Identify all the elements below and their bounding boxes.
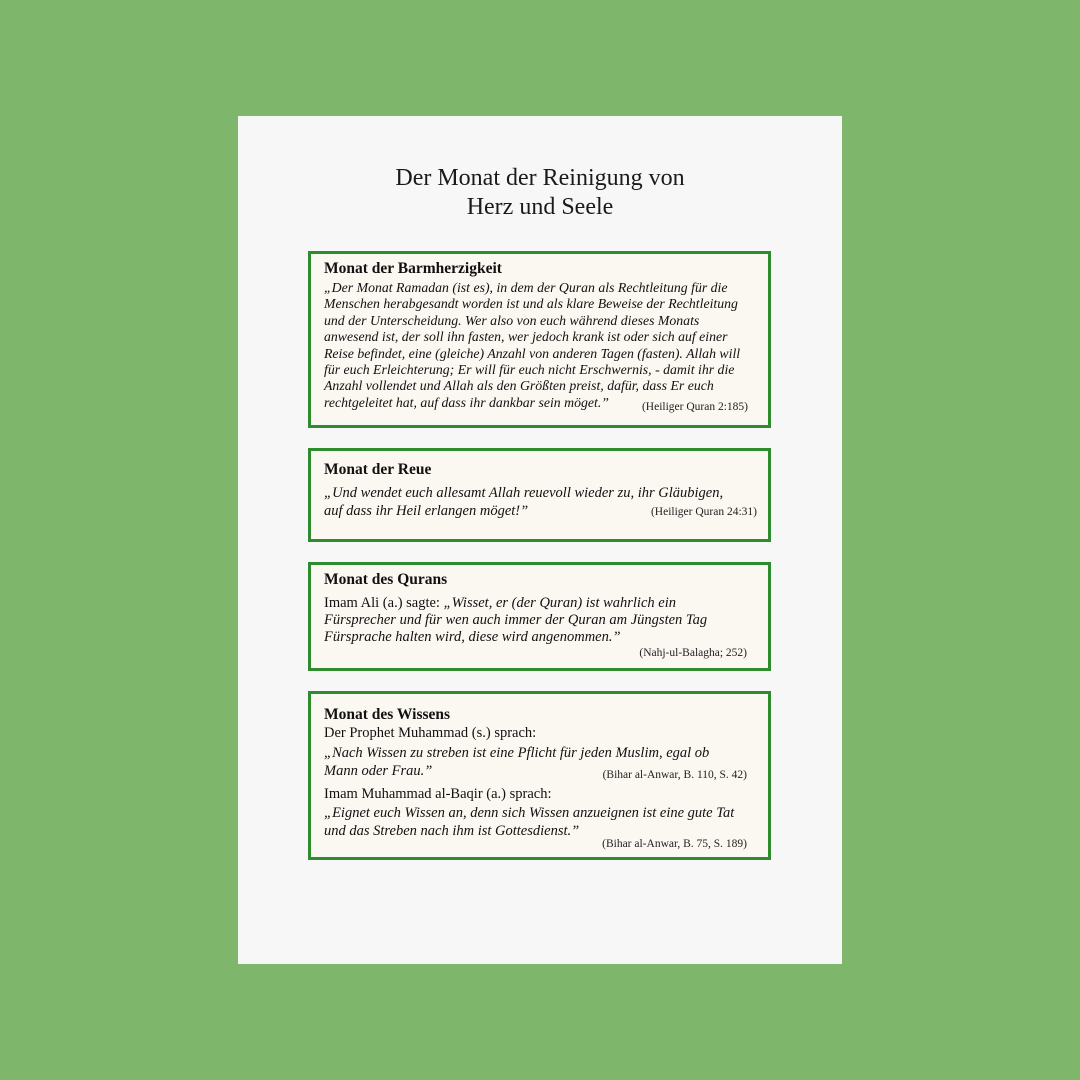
source-citation: (Bihar al-Anwar, B. 75, S. 189) xyxy=(602,838,747,850)
title-line-1: Der Monat der Reinigung von xyxy=(395,165,685,191)
box-quran xyxy=(308,562,771,671)
quote-intro: Imam Muhammad al-Baqir (a.) sprach: xyxy=(324,786,552,802)
quote-line: anwesend ist, der soll ihn fasten, wer jedoch krank ist oder sich auf einer xyxy=(324,329,728,345)
quote-line: und der Unterscheidung. Wer also von euch während dieses Monats xyxy=(324,312,700,328)
quote-line: Fürsprache halten wird, diese wird angenommen.” xyxy=(324,629,621,645)
quote-line: „Nach Wissen zu streben ist eine Pflicht für jeden Muslim, egal ob xyxy=(324,745,710,761)
quote-line: „Eignet euch Wissen an, denn sich Wissen anzueignen ist eine gute Tat xyxy=(324,805,735,821)
quote-line: „Der Monat Ramadan (ist es), in dem der Quran als Rechtleitung für die xyxy=(324,280,728,295)
title-line-2: Herz und Seele xyxy=(466,194,614,220)
quote-intro: Imam Ali (a.) sagte: xyxy=(324,595,444,611)
quote-line: Fürsprecher und für wen auch immer der Quran am Jüngsten Tag xyxy=(324,612,708,628)
box-wissen xyxy=(308,691,771,860)
box-heading: Monat des Qurans xyxy=(324,571,448,588)
source-citation: (Bihar al-Anwar, B. 110, S. 42) xyxy=(602,769,747,781)
quote-line: rechtgeleitet hat, auf dass ihr dankbar sein möget.” xyxy=(324,394,609,410)
source-citation: (Nahj-ul-Balagha; 252) xyxy=(639,647,747,659)
quote-opening: „Wisset, er (der Quran) ist wahrlich ein xyxy=(443,595,676,611)
quote-text xyxy=(324,804,734,840)
quote-line: und das Streben nach ihm ist Gottesdienst.” xyxy=(324,823,580,839)
source-citation: (Heiliger Quran 2:185) xyxy=(641,401,748,413)
box-heading: Monat der Barmherzigkeit xyxy=(324,260,502,277)
quote-intro: Der Prophet Muhammad (s.) sprach: xyxy=(324,725,537,741)
source-citation: (Heiliger Quran 24:31) xyxy=(650,506,757,518)
quote-line: Mann oder Frau.” xyxy=(324,763,433,779)
box-heading: Monat des Wissens xyxy=(324,706,451,723)
quote-text xyxy=(324,280,740,411)
box-heading: Monat der Reue xyxy=(324,461,432,478)
page-title xyxy=(238,164,842,222)
quote-line: Anzahl vollendet und Allah als den Größten preist, dafür, dass Er euch xyxy=(324,378,714,394)
quote-line: „Und wendet euch allesamt Allah reuevoll wieder zu, ihr Gläubigen, xyxy=(324,485,724,501)
quote-line-first xyxy=(324,595,707,612)
document-sheet xyxy=(238,116,842,964)
quote-line: Menschen herabgesandt worden ist und als klare Beweise der Rechtleitung xyxy=(324,296,738,312)
quote-text xyxy=(324,595,707,646)
box-barmherzigkeit xyxy=(308,251,771,428)
quote-line: für euch Erleichterung; Er will für euch nicht Erschwernis, - damit ihr die xyxy=(324,362,735,378)
box-reue xyxy=(308,448,771,542)
quote-line: Reise befindet, eine (gleiche) Anzahl von anderen Tagen (fasten). Allah will xyxy=(324,345,741,361)
quote-line: auf dass ihr Heil erlangen möget!” xyxy=(324,503,529,519)
